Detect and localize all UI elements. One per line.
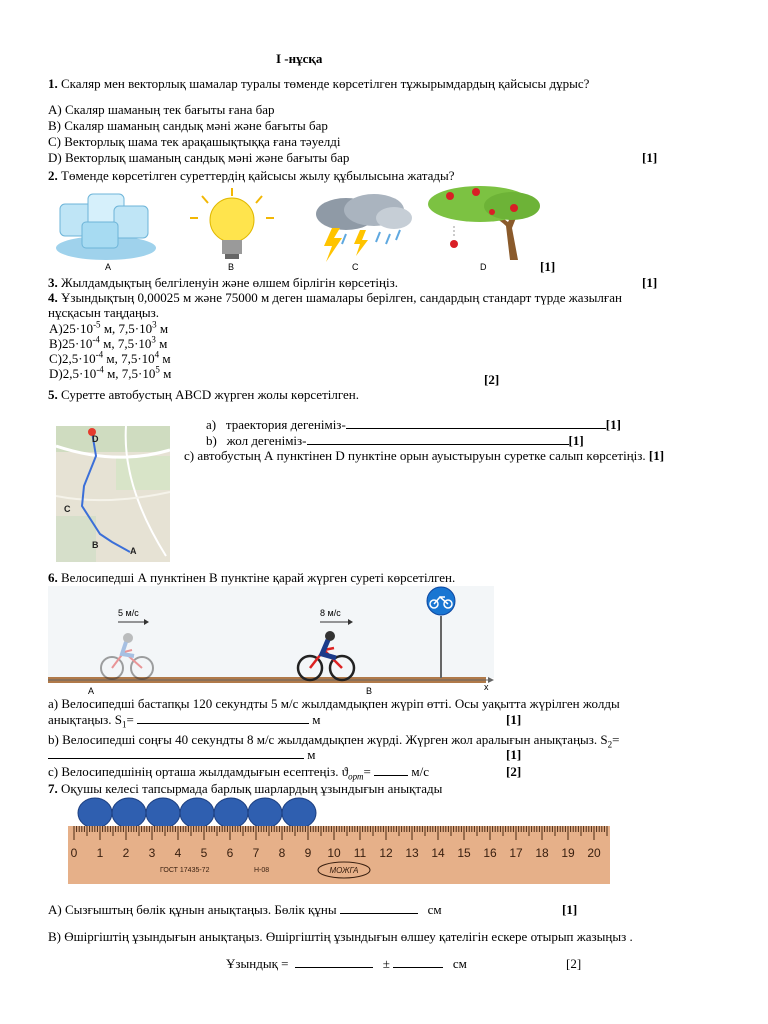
- q4-option-c[interactable]: $C)2,5\cdot 10^{-4}$ м, $7,5\cdot 10^4$ м: [49, 349, 171, 366]
- q6-s2-answer-line[interactable]: [48, 748, 304, 759]
- q6-question: [48, 570, 455, 585]
- ruler-number: 11: [353, 846, 367, 860]
- q6-b-line1: b) Велосипедші соңғы 40 секундты 8 м/с жылдамдықпен жүрді. Жүрген жол аралығын анықтаңыз. $S_2=$: [48, 732, 620, 750]
- ruler-number: 0: [70, 846, 78, 860]
- map-label-a: A: [130, 546, 137, 556]
- q1-marks: [1]: [642, 150, 658, 165]
- q5-a-answer-line[interactable]: [346, 418, 606, 429]
- q7-number: 7.: [48, 781, 58, 796]
- q5-item-c: c) автобустың А пунктінен D пунктіне орын ауыстыруын суретке салып көрсетіңіз. [1]: [184, 448, 665, 463]
- q7-error-answer-line[interactable]: [393, 957, 443, 968]
- q7-text: Оқушы келесі тапсырмада барлық шарлардың ұзындығын анықтады: [61, 781, 443, 796]
- q7-division-answer-line[interactable]: [340, 903, 418, 914]
- ruler-number: 1: [96, 846, 104, 860]
- q5-item-a: a) траектория дегеніміз- [1]: [206, 417, 621, 432]
- q2-marks: [1]: [540, 259, 556, 274]
- ruler-brand: МОЖГА: [329, 866, 359, 875]
- q1-number: 1.: [48, 76, 58, 91]
- ruler-number: 13: [405, 846, 419, 860]
- q2-question: [48, 168, 455, 183]
- q6-a-line2: анықтаңыз. $S_1= м$: [48, 712, 321, 730]
- q4-number: 4.: [48, 290, 58, 305]
- q2-label-d: D: [480, 262, 487, 272]
- q5-number: 5.: [48, 387, 58, 402]
- q6-s1-answer-line[interactable]: [137, 713, 309, 724]
- ruler-number: 14: [431, 846, 445, 860]
- q6-number: 6.: [48, 570, 58, 585]
- q1-option-d[interactable]: D) Векторлық шаманың сандық мәні және бағыты бар: [48, 150, 350, 165]
- light-bulb-image[interactable]: [180, 186, 284, 264]
- ruler-number: 4: [174, 846, 182, 860]
- q2-number: 2.: [48, 168, 58, 183]
- q7-b-marks: [2]: [566, 956, 582, 971]
- ruler-number: 2: [122, 846, 130, 860]
- ruler-number: 18: [535, 846, 549, 860]
- ruler-mark-code: Н-08: [254, 867, 270, 874]
- q3-question: [48, 275, 398, 290]
- apple-tree-image[interactable]: [426, 186, 540, 260]
- map-label-c: C: [64, 504, 71, 514]
- q1-text: Скаляр мен векторлық шамалар туралы төменде көрсетілген тұжырымдардың қайсысы дұрыс?: [61, 76, 590, 91]
- map-label-b: B: [92, 540, 99, 550]
- point-b-label: B: [366, 686, 373, 696]
- ruler-number: 3: [148, 846, 156, 860]
- q7-length-answer-line[interactable]: [295, 957, 373, 968]
- q2-text: Төменде көрсетілген суреттердің қайсысы жылу құбылысына жатады?: [61, 168, 455, 183]
- q7-a-line: A) Сызғыштың бөлік құнын анықтаңыз. Бөлік құны см: [48, 902, 442, 917]
- cyclist-scene[interactable]: [48, 586, 494, 698]
- axis-x-label: x: [484, 682, 489, 692]
- q4-option-b[interactable]: $B)25\cdot 10^{-4}$ м, $7,5\cdot 10^3$ м: [49, 334, 168, 351]
- q2-label-b: B: [228, 262, 235, 272]
- q1-option-c[interactable]: C) Векторлық шама тек арақашықтыққа ғана тәуелді: [48, 134, 341, 149]
- ice-melting-image[interactable]: [52, 186, 158, 266]
- ruler-number: 20: [587, 846, 601, 860]
- ruler-number: 19: [561, 846, 575, 860]
- q1-option-b[interactable]: B) Скаляр шаманың сандық мәні және бағыты бар: [48, 118, 328, 133]
- q4-option-a[interactable]: $A)25\cdot 10^{-5}$ м, $7,5\cdot 10^3$ м: [49, 319, 169, 336]
- ruler-number: 10: [327, 846, 341, 860]
- q7-b-line: B) Өшіргіштің ұзындығын анықтаңыз. Өшіргіштің ұзындығын өлшеу қателігін ескере отырып жазыңыз .: [48, 929, 633, 944]
- q1-question: [48, 76, 589, 91]
- q4-text-line1: Ұзындықтың 0,00025 м және 75000 м деген шамалары берілген, сандардың стандарт түрде жазылған: [61, 290, 622, 305]
- ruler-number: 9: [304, 846, 312, 860]
- q6-avg-speed-answer-line[interactable]: [374, 765, 408, 776]
- q7-question: [48, 781, 442, 796]
- ruler-number: 7: [252, 846, 260, 860]
- q6-b-marks: [1]: [506, 747, 522, 762]
- ruler-number: 17: [509, 846, 523, 860]
- q4-option-d[interactable]: $D)2,5\cdot 10^{-4}$ м, $7,5\cdot 10^5$ м: [49, 364, 172, 381]
- ruler-number: 8: [278, 846, 286, 860]
- q6-c-line: c) Велосипедшінің орташа жылдамдығын есептеңіз. $ϑ_{орт}= м/с$: [48, 764, 429, 782]
- q6-a-line1: a) Велосипедші бастапқы 120 секундты 5 м/с жылдамдықпен жүріп өтті. Осы уақытта жүрілген жолды: [48, 696, 620, 711]
- ruler-number: 16: [483, 846, 497, 860]
- thunderstorm-image[interactable]: [306, 190, 414, 264]
- q7-length-line: Ұзындық = ± см: [226, 956, 467, 971]
- q3-number: 3.: [48, 275, 58, 290]
- q7-a-marks: [1]: [562, 902, 578, 917]
- q2-label-a: A: [105, 262, 112, 272]
- q4-text-line2: нұсқасын таңдаңыз.: [48, 305, 160, 320]
- q4-marks: [2]: [484, 372, 500, 387]
- q4-question: [48, 290, 622, 305]
- q5-item-b: b) жол дегеніміз- [1]: [206, 433, 584, 448]
- q5-b-answer-line[interactable]: [307, 434, 569, 445]
- q2-label-c: C: [352, 262, 359, 272]
- map-label-d: D: [92, 434, 99, 444]
- q6-c-marks: [2]: [506, 764, 522, 779]
- q1-option-a[interactable]: A) Скаляр шаманың тек бағыты ғана бар: [48, 102, 275, 117]
- point-a-label: A: [88, 686, 95, 696]
- ruler-mark-gost: ГОСТ 17435-72: [160, 867, 210, 874]
- bus-route-map[interactable]: [56, 426, 170, 562]
- ruler-number: 12: [379, 846, 393, 860]
- ruler-number: 6: [226, 846, 234, 860]
- ruler-number: 5: [200, 846, 208, 860]
- q6-a-marks: [1]: [506, 712, 522, 727]
- speed-label-1: 5 м/с: [118, 608, 139, 618]
- ruler-with-balls[interactable]: [68, 796, 612, 888]
- speed-label-2: 8 м/с: [320, 608, 341, 618]
- q5-question: [48, 387, 359, 402]
- q6-text: Велосипедші А пунктінен В пунктіне қарай жүрген суреті көрсетілген.: [61, 570, 456, 585]
- q5-text: Суретте автобустың ABCD жүрген жолы көрсетілген.: [61, 387, 359, 402]
- variant-title: I -нұсқа: [276, 51, 323, 66]
- q6-b-line2: м: [48, 747, 315, 762]
- ruler-number: 15: [457, 846, 471, 860]
- q3-text: Жылдамдықтың белгіленуін және өлшем бірлігін көрсетіңіз.: [61, 275, 398, 290]
- q3-marks: [1]: [642, 275, 658, 290]
